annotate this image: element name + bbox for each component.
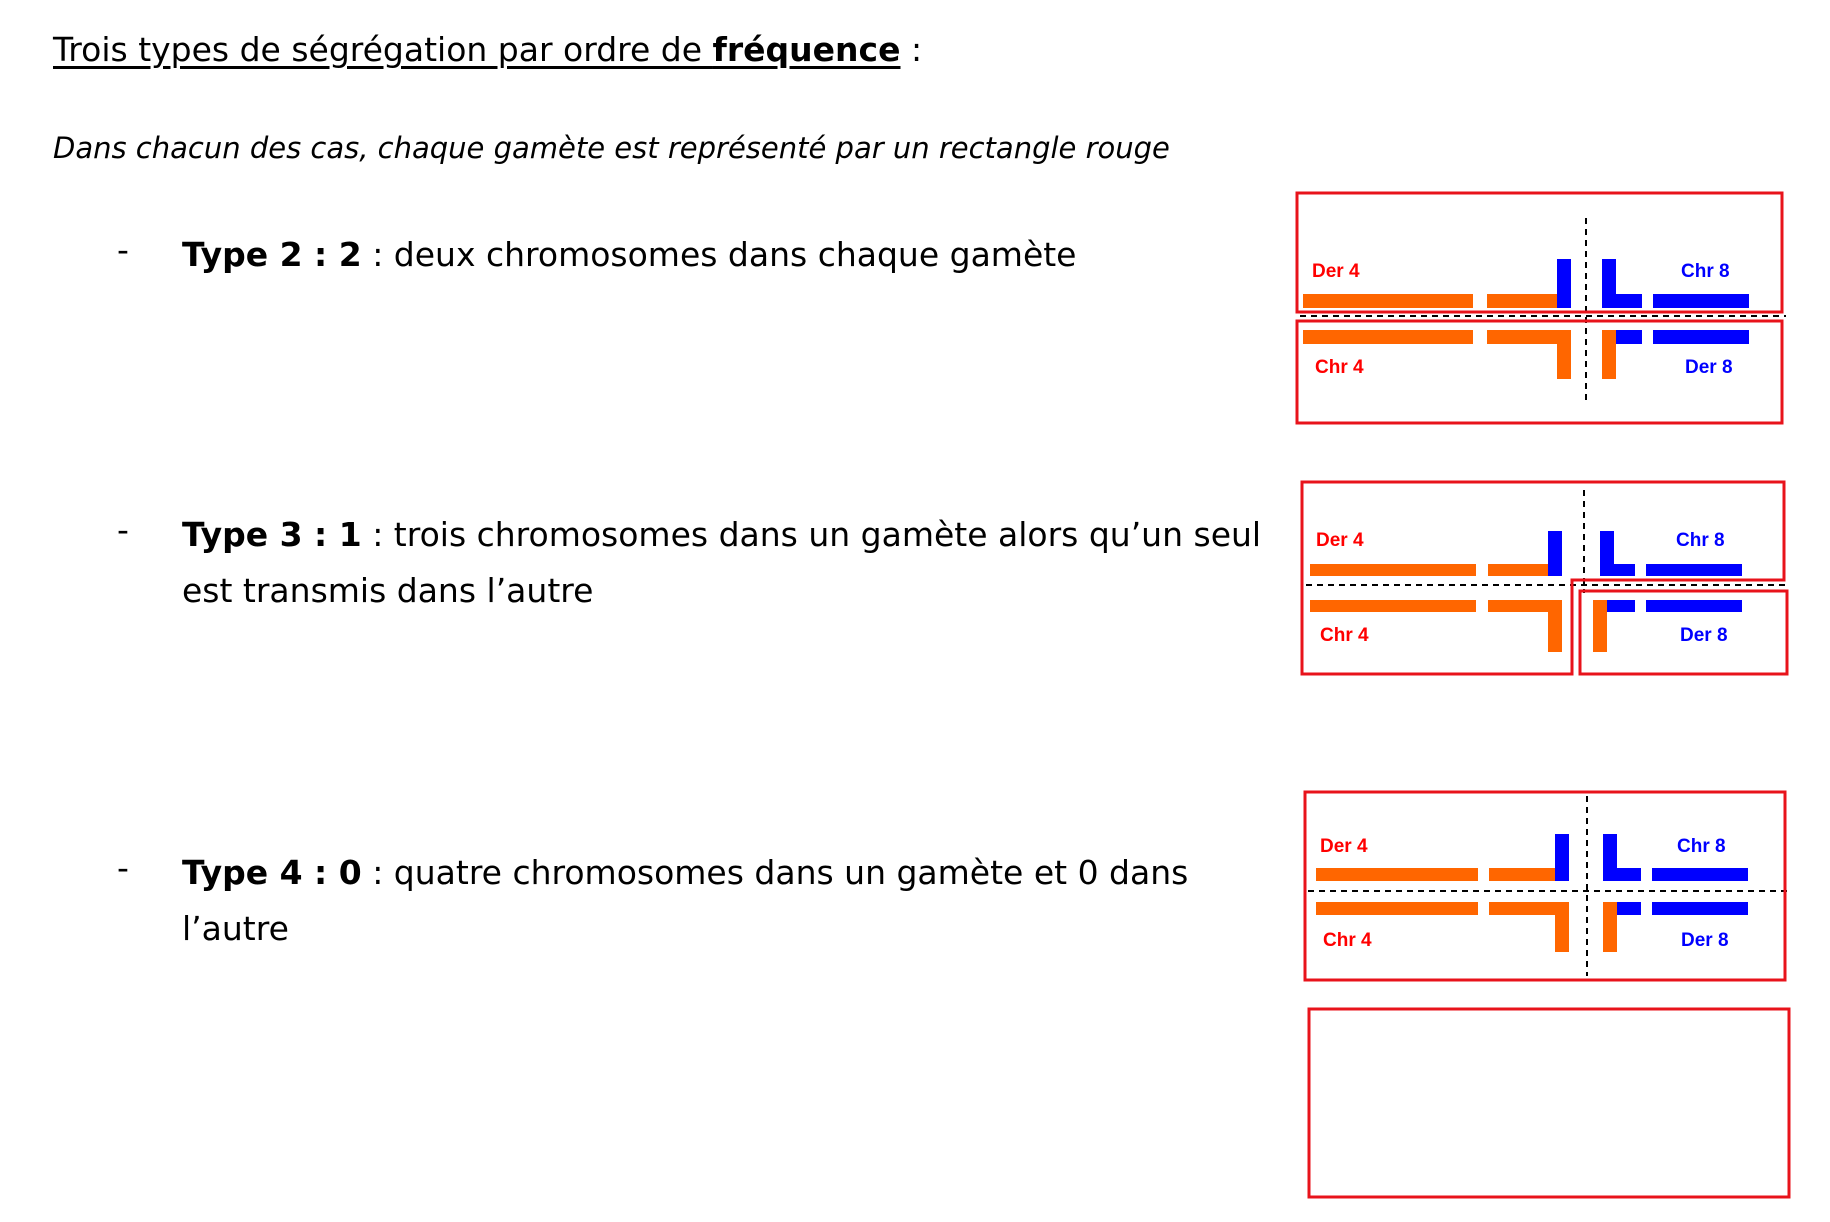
- item-text: : trois chromosomes dans un gamète alors qu’un seul est transmis dans l’autre: [182, 515, 1262, 610]
- bullet-dash: -: [117, 510, 129, 549]
- chr4-short-arm: [1489, 902, 1555, 915]
- der4-blue-segment: [1555, 834, 1569, 881]
- item-label: Type 2 : 2: [182, 235, 362, 274]
- chr4-long-arm: [1303, 330, 1473, 344]
- der8-short-arm: [1617, 902, 1641, 915]
- chr4-short-arm: [1487, 330, 1557, 344]
- diagram-type-3-1: [1302, 482, 1787, 674]
- chr4-vertical-segment: [1555, 902, 1569, 952]
- bullet-dash: -: [117, 848, 129, 887]
- label-chr4: Chr 4: [1323, 930, 1372, 951]
- der4-blue-segment: [1557, 259, 1571, 308]
- label-der8: Der 8: [1681, 930, 1729, 951]
- item-label: Type 4 : 0: [182, 853, 362, 892]
- chr8-long-arm: [1646, 564, 1742, 576]
- chr8-long-arm: [1652, 868, 1748, 881]
- chr8-short-arm: [1600, 564, 1635, 576]
- gamete-rectangle-four-chromosomes: [1305, 792, 1785, 980]
- gamete-rectangle-empty: [1309, 1009, 1789, 1197]
- der8-orange-segment: [1593, 600, 1607, 652]
- der8-orange-segment: [1602, 330, 1616, 379]
- label-chr4: Chr 4: [1315, 357, 1364, 378]
- heading-suffix: :: [900, 30, 923, 69]
- item-label: Type 3 : 1: [182, 515, 362, 554]
- item-text: : deux chromosomes dans chaque gamète: [361, 235, 1077, 274]
- label-der4: Der 4: [1320, 836, 1368, 857]
- label-chr8: Chr 8: [1676, 530, 1725, 551]
- label-chr8: Chr 8: [1677, 836, 1726, 857]
- der4-long-arm: [1310, 564, 1476, 576]
- item-text: : quatre chromosomes dans un gamète et 0 dans l’autre: [182, 853, 1189, 948]
- chr4-long-arm: [1310, 600, 1476, 612]
- der4-short-arm: [1489, 868, 1555, 881]
- chr8-long-arm: [1653, 294, 1749, 308]
- intro-note: Dans chacun des cas, chaque gamète est représenté par un rectangle rouge: [53, 131, 1170, 165]
- label-der4: Der 4: [1312, 261, 1360, 282]
- heading-bold: fréquence: [712, 30, 901, 69]
- bullet-dash: -: [117, 230, 129, 269]
- label-der8: Der 8: [1685, 357, 1733, 378]
- der8-short-arm: [1607, 600, 1635, 612]
- label-der4: Der 4: [1316, 530, 1364, 551]
- der4-long-arm: [1303, 294, 1473, 308]
- chr4-vertical-segment: [1557, 330, 1571, 379]
- der8-long-arm: [1653, 330, 1749, 344]
- der4-long-arm: [1316, 868, 1478, 881]
- chr4-long-arm: [1316, 902, 1478, 915]
- label-chr8: Chr 8: [1681, 261, 1730, 282]
- chr4-vertical-segment: [1548, 600, 1562, 652]
- label-chr4: Chr 4: [1320, 625, 1369, 646]
- chr4-short-arm: [1488, 600, 1548, 612]
- der8-short-arm: [1616, 330, 1642, 344]
- der4-short-arm: [1488, 564, 1548, 576]
- der4-blue-segment: [1548, 531, 1562, 576]
- diagram-type-2-2: [1297, 193, 1786, 423]
- der8-long-arm: [1652, 902, 1748, 915]
- der8-orange-segment: [1603, 902, 1617, 952]
- diagram-type-4-0: [1305, 792, 1792, 1197]
- chr8-short-arm: [1603, 868, 1641, 881]
- der4-short-arm: [1487, 294, 1557, 308]
- chr8-short-arm: [1602, 294, 1642, 308]
- der8-long-arm: [1646, 600, 1742, 612]
- heading-prefix: Trois types de ségrégation par ordre de: [53, 30, 713, 69]
- label-der8: Der 8: [1680, 625, 1728, 646]
